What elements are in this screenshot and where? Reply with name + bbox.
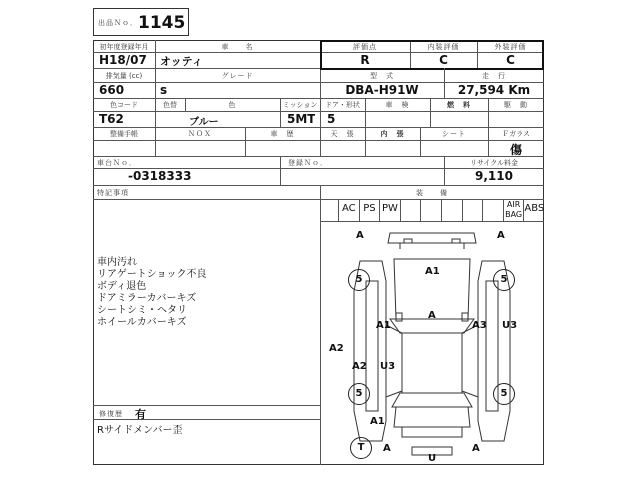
color-label: 色	[228, 101, 237, 109]
wheel-front-right: 5	[493, 269, 515, 291]
fuel-label: 燃 料	[447, 101, 471, 109]
mark-rear-right: A	[472, 443, 480, 454]
wheel-rear-left: 5	[348, 383, 370, 405]
mark-left-door: A1	[376, 320, 391, 331]
transmission-value: 5MT	[287, 112, 316, 126]
displacement-value: 660	[99, 83, 125, 97]
equipment-item: ABS	[523, 199, 544, 221]
spare-tire-mark: T	[350, 437, 372, 459]
equipment-item	[441, 199, 462, 221]
roof-label: 天 張	[330, 130, 355, 138]
note-line: リアゲートショック不良	[97, 269, 207, 280]
interior-score-value: C	[439, 53, 448, 67]
lot-number-box	[93, 8, 189, 36]
car-name-value: オッティ	[160, 55, 203, 68]
equipment-item: PS	[359, 199, 380, 221]
mark-rear-bumper: U	[428, 453, 437, 464]
wheel-front-left: 5	[348, 269, 370, 291]
repair-value: 有	[135, 408, 146, 421]
history-label: 車 歴	[270, 130, 295, 138]
interior-lining-label: 内 張	[380, 130, 405, 138]
equipment-item: AC	[338, 199, 359, 221]
color-code-value: T62	[99, 112, 124, 126]
exterior-score-label: 外装評価	[494, 43, 527, 51]
doors-value: 5	[327, 112, 336, 126]
car-diagram	[320, 221, 544, 465]
grade-label: グレード	[221, 72, 254, 80]
chassis-no-label: 車台Ｎｏ．	[97, 159, 137, 167]
reg-no-label: 登録Ｎｏ．	[288, 159, 328, 167]
doors-label: ドア・形状	[325, 101, 360, 109]
recycle-label: リサイクル料金	[469, 159, 519, 167]
first-reg-value: H18/07	[99, 53, 147, 67]
equipment-label: 装 備	[416, 189, 448, 197]
displacement-label: 排気量 (cc)	[105, 72, 143, 80]
mark-front-left: A	[356, 230, 364, 241]
mark-front-right: A	[497, 230, 505, 241]
drive-label: 駆 動	[504, 101, 528, 109]
grade-score-value: R	[360, 53, 370, 67]
notes-label: 特記事項	[97, 189, 129, 197]
color-code-label: 色コード	[110, 101, 138, 109]
mark-hood: A1	[425, 266, 440, 277]
exterior-score-value: C	[506, 53, 515, 67]
mark-right-door: A3	[472, 320, 487, 331]
equipment-item	[420, 199, 441, 221]
notes-list	[97, 257, 317, 329]
model-label: 型 式	[370, 72, 394, 80]
equipment-item	[400, 199, 421, 221]
note-line: 車内汚れ	[97, 257, 137, 268]
mark-rear-left: A	[383, 443, 391, 454]
grade-score-label: 評価点	[353, 43, 377, 51]
equipment-item: AIR BAG	[503, 199, 524, 221]
equipment-item	[462, 199, 483, 221]
color-value: ブルー	[189, 117, 219, 128]
f-glass-label: Ｆガラス	[502, 130, 530, 138]
recycle-value: 9,110	[475, 169, 513, 183]
mark-roof: A	[428, 310, 436, 321]
mark-right-door-u: U3	[502, 320, 518, 331]
equipment-item	[482, 199, 503, 221]
note-line: ドアミラーカバーキズ	[97, 293, 197, 304]
manual-label: 整備手帳	[110, 130, 138, 138]
model-value: DBA-H91W	[345, 83, 419, 97]
transmission-label: ミッション	[282, 101, 318, 109]
grade-value: s	[160, 83, 168, 97]
mark-left-rear-u: U3	[380, 361, 396, 372]
lot-number: 1145	[138, 13, 186, 33]
wheel-rear-right: 5	[493, 383, 515, 405]
mileage-label: 走 行	[482, 72, 506, 80]
body-color-label: 色替	[163, 101, 177, 109]
note-line: ボディ退色	[97, 281, 147, 292]
repair-label: 修復歴	[99, 410, 123, 418]
note-line: シートシミ・ヘタリ	[97, 305, 187, 316]
interior-score-label: 内装評価	[427, 43, 460, 51]
equipment-item: PW	[379, 199, 400, 221]
chassis-no-value: -0318333	[128, 169, 192, 183]
mark-left-side: A2	[329, 343, 344, 354]
inspection-label: 車 検	[385, 101, 410, 109]
seat-label: シート	[442, 130, 466, 138]
repair-note: Rサイドメンバー歪	[97, 425, 183, 436]
note-line: ホイールカバーキズ	[97, 317, 187, 328]
lot-label: 出品Ｎｏ．	[98, 19, 138, 27]
nox-label: ＮＯＸ	[188, 130, 212, 138]
car-name-label: 車 名	[221, 43, 254, 51]
first-reg-label: 初年度登録年月	[99, 43, 149, 51]
mark-rear-gate: A1	[370, 416, 385, 427]
mark-left-rear-a: A2	[352, 361, 367, 372]
f-glass-value: 傷	[509, 143, 522, 157]
mileage-value: 27,594 Km	[457, 83, 531, 97]
